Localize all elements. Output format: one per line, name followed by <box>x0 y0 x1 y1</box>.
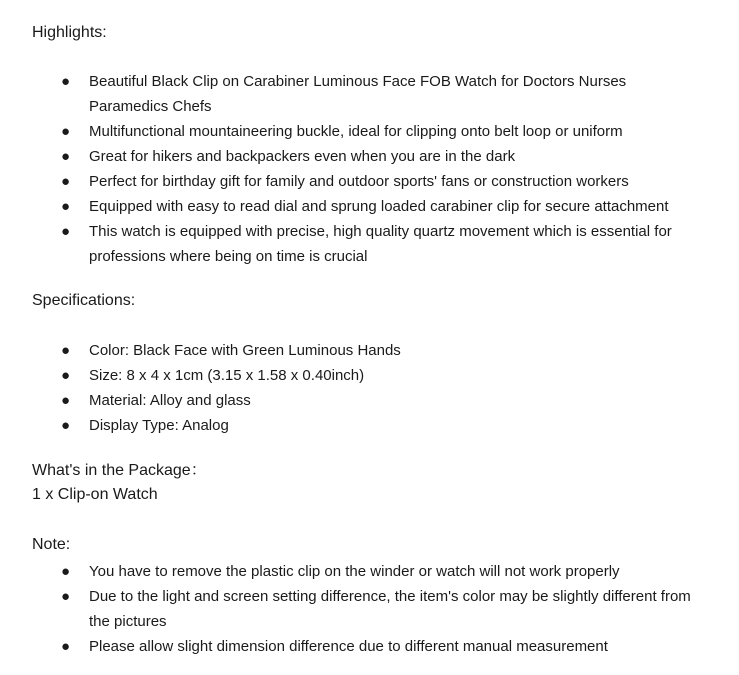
package-content: 1 x Clip-on Watch <box>32 486 158 503</box>
bullet-icon: ● <box>61 198 71 215</box>
note-heading: Note: <box>32 536 71 553</box>
bullet-icon: ● <box>61 123 71 140</box>
bullet-icon: ● <box>61 638 71 655</box>
list-item: ● Display Type: Analog <box>0 413 739 438</box>
highlights-list <box>0 69 739 269</box>
list-item: ● Due to the light and screen setting difference, the item's color may be slightly different from the pictures <box>0 584 739 634</box>
note-list <box>0 559 739 659</box>
bullet-icon: ● <box>61 73 71 90</box>
highlights-heading: Highlights: <box>32 24 107 41</box>
specifications-heading: Specifications: <box>32 292 136 309</box>
list-item: ● You have to remove the plastic clip on the winder or watch will not work properly <box>0 559 739 584</box>
list-item: ● Beautiful Black Clip on Carabiner Luminous Face FOB Watch for Doctors Nurses Paramedics Chefs <box>0 69 739 119</box>
bullet-icon: ● <box>61 223 71 240</box>
specifications-list <box>0 338 739 438</box>
list-item: ● Perfect for birthday gift for family and outdoor sports' fans or construction workers <box>0 169 739 194</box>
list-item: ● Size: 8 x 4 x 1cm (3.15 x 1.58 x 0.40inch) <box>0 363 739 388</box>
bullet-icon: ● <box>61 563 71 580</box>
list-item: ● This watch is equipped with precise, high quality quartz movement which is essential for professions where being on time is crucial <box>0 219 739 269</box>
list-item: ● Equipped with easy to read dial and sprung loaded carabiner clip for secure attachment <box>0 194 739 219</box>
bullet-icon: ● <box>61 148 71 165</box>
list-item: ● Please allow slight dimension difference due to different manual measurement <box>0 634 739 659</box>
bullet-icon: ● <box>61 588 71 605</box>
bullet-icon: ● <box>61 417 71 434</box>
bullet-icon: ● <box>61 342 71 359</box>
list-item: ● Multifunctional mountaineering buckle, ideal for clipping onto belt loop or uniform <box>0 119 739 144</box>
list-item: ● Color: Black Face with Green Luminous Hands <box>0 338 739 363</box>
bullet-icon: ● <box>61 367 71 384</box>
package-heading: What's in the Package： <box>32 462 207 479</box>
list-item: ● Great for hikers and backpackers even when you are in the dark <box>0 144 739 169</box>
bullet-icon: ● <box>61 173 71 190</box>
list-item: ● Material: Alloy and glass <box>0 388 739 413</box>
bullet-icon: ● <box>61 392 71 409</box>
